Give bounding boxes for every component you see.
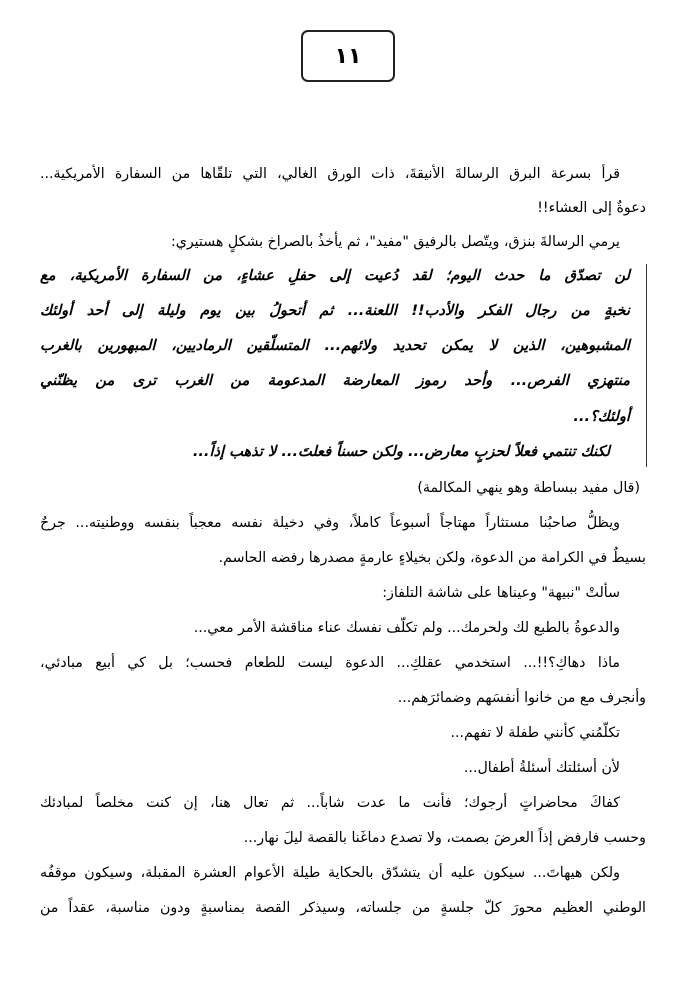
- paragraph-line: قرأ بسرعة البرق الرسالةَ الأنيقةَ، ذات الورق الغالي، التي تلقّاها من السفارة الأمريكية...: [40, 166, 620, 182]
- quote-line: نخبةٍ من رجال الفكر والأدب!! اللعنة... ثم أتحولُ بين يوم وليلة إلى أحد أولئك: [40, 302, 630, 319]
- quote-line: لن تصدّق ما حدث اليوم؛ لقد دُعيت إلى حفلِ عشاءٍ، من السفارة الأمريكية، مع: [40, 267, 630, 284]
- page-number: ١١: [334, 43, 362, 69]
- paragraph-line: وأنجرف مع من خانوا أنفسَهم وضمائرَهم...: [397, 690, 646, 706]
- paragraph-line: يرمي الرسالةَ بنزق، ويتّصل بالرفيق "مفيد"، ثم يأخذُ بالصراخ بشكلٍ هستيري:: [170, 234, 620, 250]
- paragraph-line: لأن أسئلتك أسئلةُ أطفال...: [463, 760, 620, 776]
- quote-line: المشبوهين، الذين لا يمكن تحديد ولائهم... المتسلّقين الرماديين، المبهورين بالغرب: [40, 337, 630, 354]
- paragraph-line: الوطني العظيم محورَ كلّ جلسةٍ من جلساته، وسيذكر القصة بمناسبةٍ ودون مناسبة، عقداً من: [40, 900, 646, 916]
- paragraph-line: ويظلُّ صاحبُنا مستثاراً مهتاجاً أسبوعاً كاملاً، وفي دخيلة نفسه معجباً بنفسه ووطنيته... جرحٌ: [40, 515, 620, 531]
- paragraph-line: دعوةٌ إلى العشاء!!: [537, 200, 646, 216]
- paragraph-line: سألتْ "نبيهة" وعيناها على شاشة التلفاز:: [382, 585, 620, 601]
- quote-line: منتهزي الفرص... وأحد رموز المعارضة المدعومة من الغرب ترى من يظنّني: [40, 372, 630, 389]
- paragraph-line: (قال مفيد ببساطة وهو ينهي المكالمة): [417, 480, 640, 496]
- paragraph-line: كفاكَ محاضراتٍ أرجوك؛ فأنت ما عدت شاباً... ثم تعال هنا، إن كنت مخلصاً لمبادئك: [40, 795, 620, 811]
- paragraph-line: ماذا دهاكِ؟!!... استخدمي عقلكِ... الدعوة ليست للطعام فحسب؛ بل كي أبيع مبادئي،: [40, 655, 620, 671]
- paragraph-line: ولكن هيهاتَ... سيكون عليه أن يتشدّق بالحكاية طيلة الأعوام العشرة المقبلة، وسيكون موقفُه: [40, 865, 620, 881]
- quote-line: لكنك تنتمي فعلاً لحزبٍ معارض... ولكن حسناً فعلتَ... لا تذهب إذاً...: [192, 443, 610, 460]
- paragraph-line: بسيطٌ في الكرامة من الدعوة، ولكن بخيلاءٍ عارمةٍ مصدرها رفضه الحاسم.: [218, 550, 646, 566]
- paragraph-line: تكلّمُني كأنني طفلة لا تفهم...: [450, 725, 620, 741]
- paragraph-line: والدعوةُ بالطبع لك ولحرمك... ولم تكلّف نفسك عناء مناقشة الأمر معي...: [193, 620, 620, 636]
- paragraph-line: وحسب فارفض إذاً العرضَ بصمت، ولا تصدع دماغَنا بالقصة ليلَ نهار...: [243, 830, 646, 846]
- quote-line: أولئك؟...: [573, 408, 630, 425]
